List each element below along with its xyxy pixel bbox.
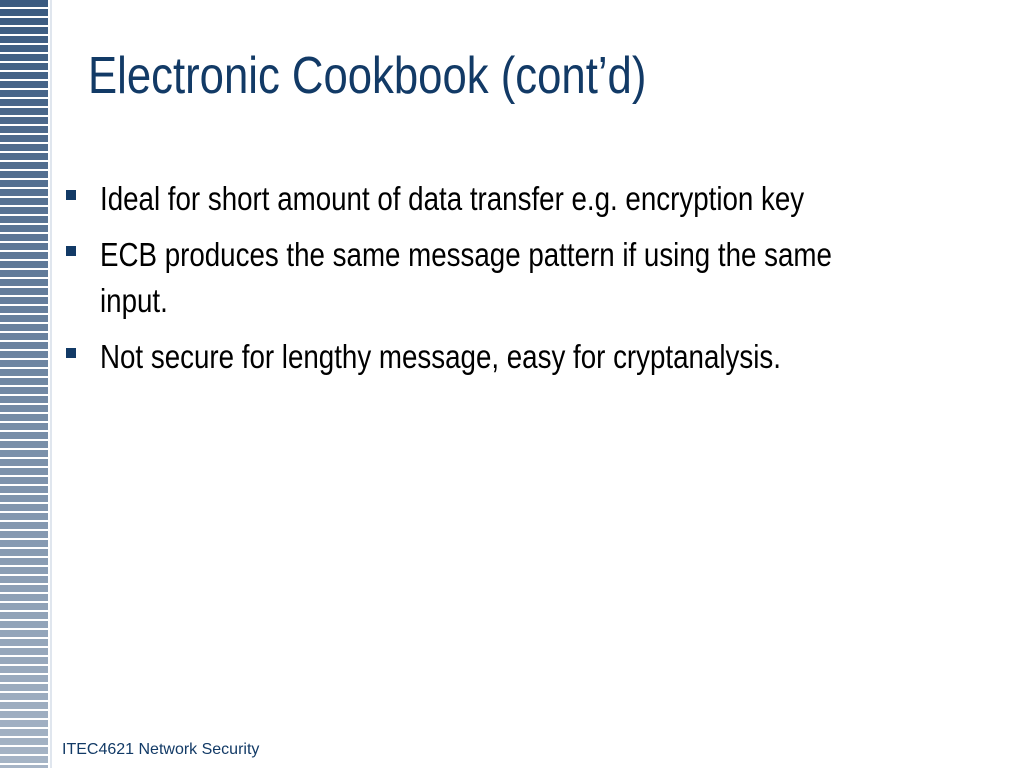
bar-edge-line xyxy=(50,0,52,768)
slide-title: Electronic Cookbook (cont’d) xyxy=(88,47,647,105)
square-bullet-icon xyxy=(66,246,76,256)
footer-course-label: ITEC4621 Network Security xyxy=(62,741,260,758)
square-bullet-icon xyxy=(66,190,76,200)
bullet-text: Not secure for lengthy message, easy for cryptanalysis. xyxy=(100,338,781,375)
bullet-list xyxy=(66,176,966,390)
bullet-item xyxy=(66,176,966,222)
bullet-text: ECB produces the same message pattern if using the same input. xyxy=(100,236,832,319)
bullet-text: Ideal for short amount of data transfer e.g. encryption key xyxy=(100,180,805,217)
bullet-item xyxy=(66,232,966,324)
left-bar-gradient xyxy=(0,0,48,768)
square-bullet-icon xyxy=(66,348,76,358)
bullet-item xyxy=(66,334,966,380)
